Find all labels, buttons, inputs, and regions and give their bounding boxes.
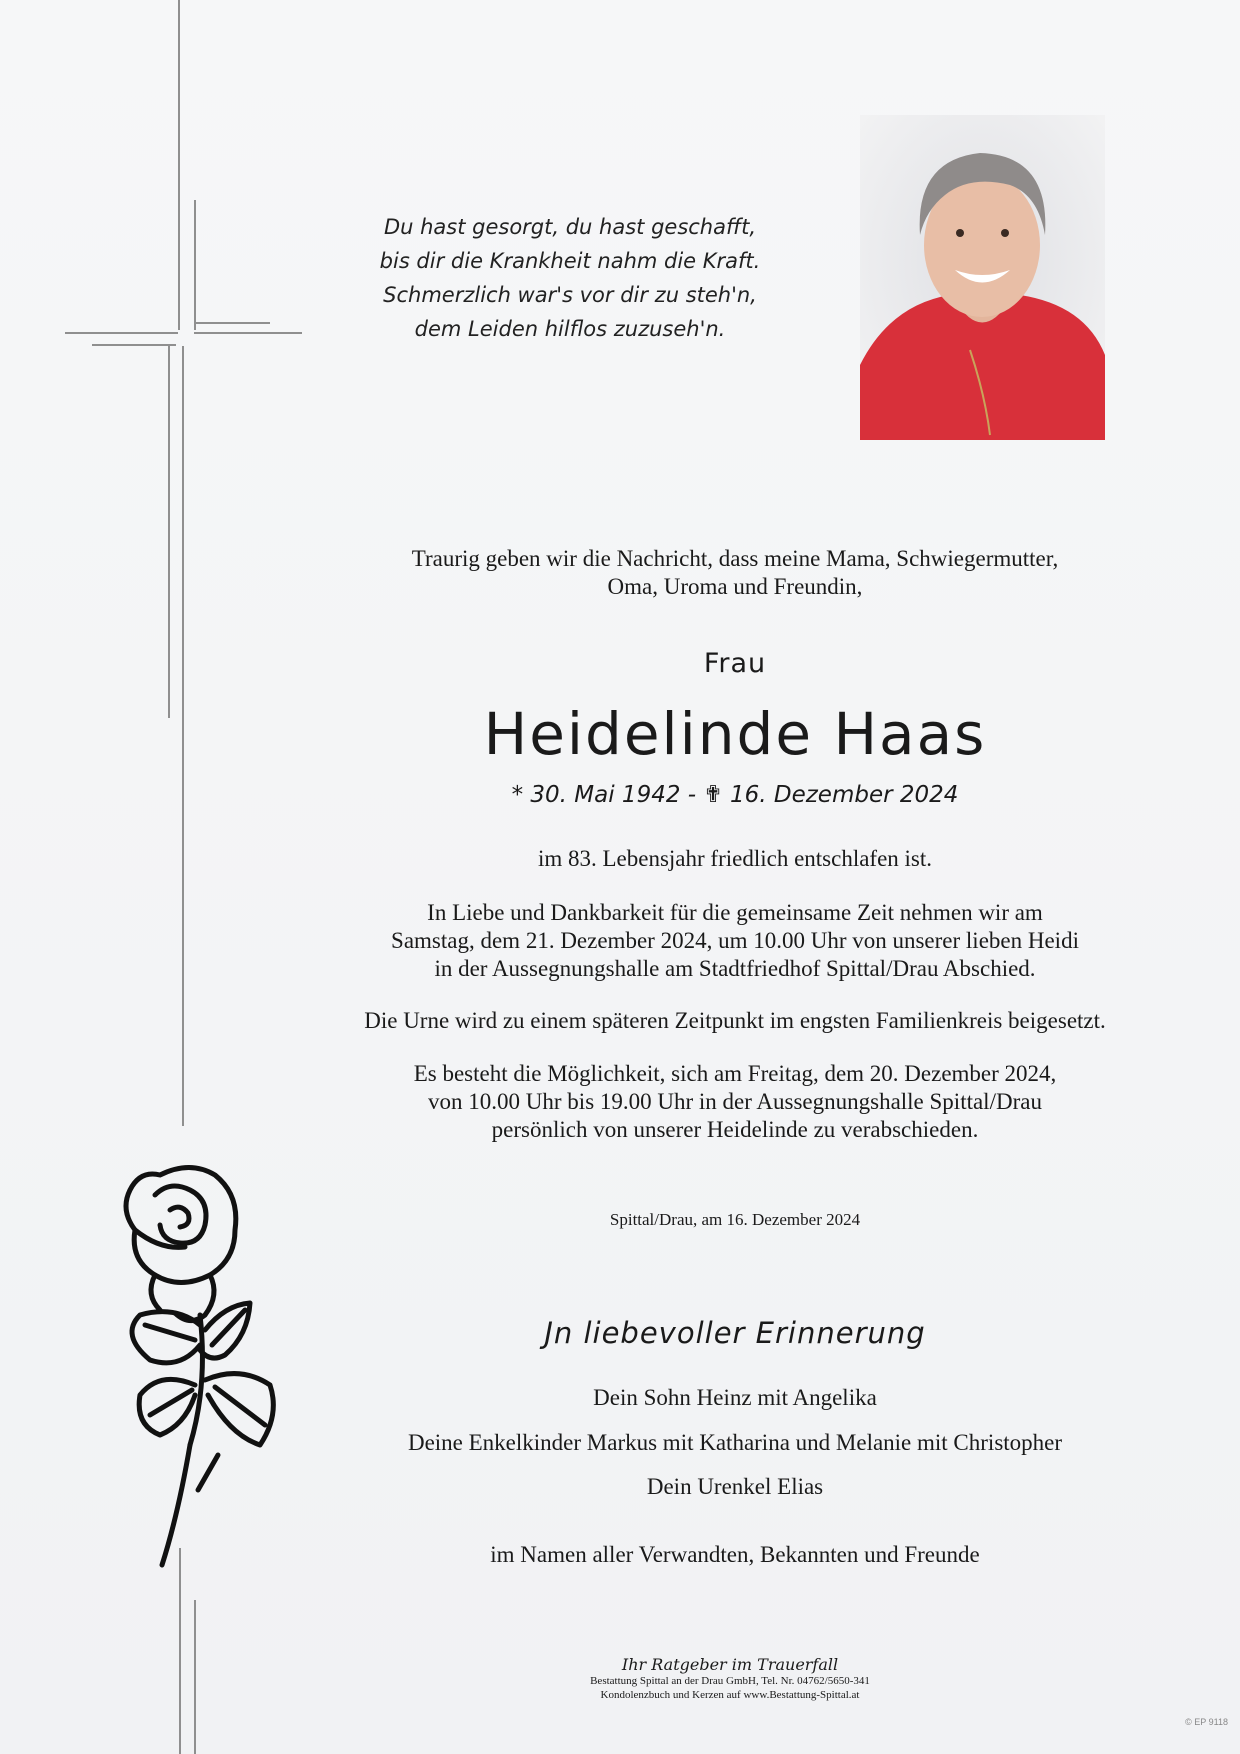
viewing-line: Es besteht die Möglichkeit, sich am Freitag, dem 20. Dezember 2024, (413, 1061, 1057, 1086)
memory-heading: Jn liebevoller Erinnerung (544, 1316, 926, 1350)
life-dates: * 30. Mai 1942 - ✟ 16. Dezember 2024 (511, 782, 959, 808)
salutation: Frau (703, 648, 767, 679)
viewing-paragraph (340, 1060, 1130, 1144)
portrait-photo (860, 115, 1105, 440)
funeral-home-footer (560, 1655, 900, 1702)
family-line: Dein Sohn Heinz mit Angelika (593, 1385, 877, 1410)
poem-line: dem Leiden hilflos zuzuseh'n. (414, 317, 726, 341)
farewell-paragraph (340, 899, 1130, 983)
farewell-line: Samstag, dem 21. Dezember 2024, um 10.00 Uhr von unserer lieben Heidi (391, 928, 1079, 953)
cross-horizontal-line-upper-left (65, 332, 178, 334)
cross-vertical-line-long-left (168, 346, 170, 718)
intro-text (340, 545, 1130, 601)
intro-line: Traurig geben wir die Nachricht, dass meine Mama, Schwiegermutter, (411, 546, 1059, 571)
family-line: im Namen aller Verwandten, Bekannten und Freunde (490, 1542, 980, 1567)
place-date: Spittal/Drau, am 16. Dezember 2024 (609, 1210, 861, 1229)
poem-line: Du hast gesorgt, du hast geschafft, (383, 215, 757, 239)
footer-company: Bestattung Spittal an der Drau GmbH, Tel. Nr. 04762/5650-341 (590, 1675, 870, 1687)
age-line: im 83. Lebensjahr friedlich entschlafen ist. (537, 846, 933, 871)
farewell-line: in der Aussegnungshalle am Stadtfriedhof Spittal/Drau Abschied. (434, 956, 1036, 981)
viewing-line: von 10.00 Uhr bis 19.00 Uhr in der Aussegnungshalle Spittal/Drau (428, 1089, 1042, 1114)
family-line: Dein Urenkel Elias (646, 1474, 824, 1499)
cross-horizontal-line-upper-right (194, 332, 302, 334)
cross-horizontal-line-lower-left (92, 344, 176, 346)
cross-vertical-line-bottom-right (194, 1600, 196, 1754)
cross-vertical-line-long-right (182, 346, 184, 1126)
rose-icon (100, 1155, 300, 1575)
cross-vertical-line-bottom-left (179, 1548, 181, 1754)
deceased-name: Heidelinde Haas (483, 700, 987, 768)
poem-line: bis dir die Krankheit nahm die Kraft. (379, 249, 761, 273)
cross-vertical-line-outer (178, 0, 180, 330)
poem-line: Schmerzlich war's vor dir zu steh'n, (383, 283, 757, 307)
cross-horizontal-line-lower-right (194, 322, 270, 324)
footer-slogan: Ihr Ratgeber im Trauerfall (621, 1655, 839, 1674)
viewing-line: persönlich von unserer Heidelinde zu verabschieden. (491, 1117, 979, 1142)
footer-website[interactable]: Kondolenzbuch und Kerzen auf www.Bestattung-Spittal.at (600, 1689, 860, 1701)
urn-paragraph: Die Urne wird zu einem späteren Zeitpunkt im engsten Familienkreis beigesetzt. (364, 1008, 1106, 1033)
template-code: © EP 9118 (1185, 1717, 1228, 1727)
family-line: Deine Enkelkinder Markus mit Katharina und Melanie mit Christopher (407, 1430, 1063, 1455)
cross-vertical-line-inner (194, 200, 196, 330)
farewell-line: In Liebe und Dankbarkeit für die gemeinsame Zeit nehmen wir am (427, 900, 1043, 925)
poem (330, 210, 810, 346)
intro-line: Oma, Uroma und Freundin, (607, 574, 863, 599)
